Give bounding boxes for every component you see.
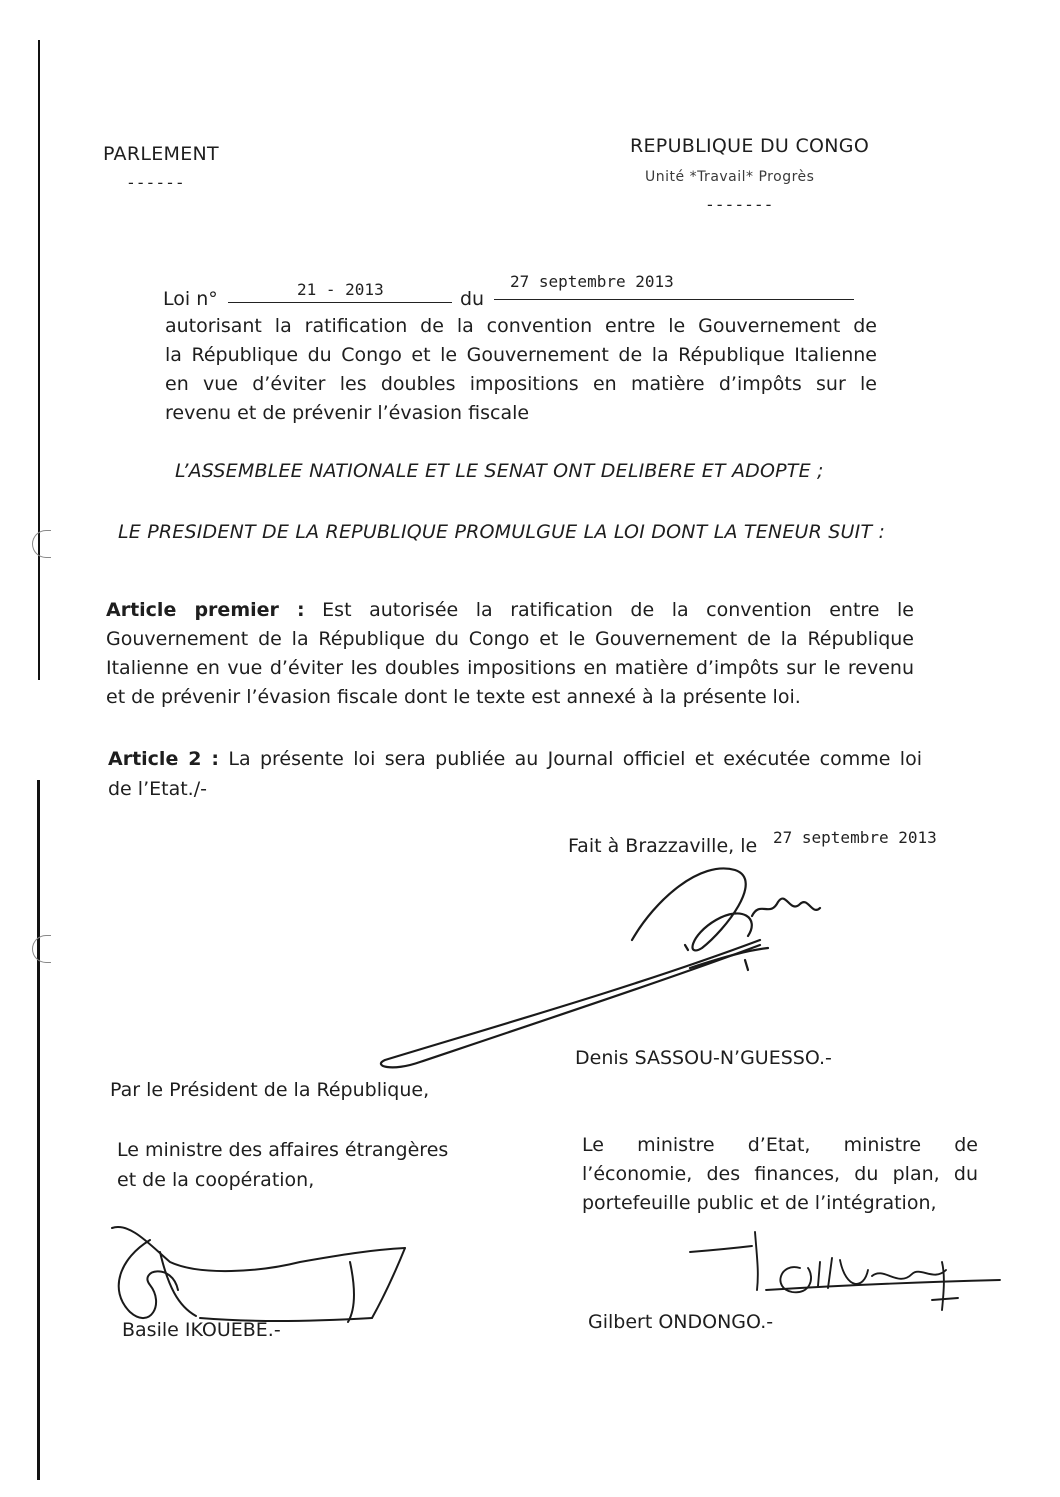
minister-2-title-line: l’économie, des finances, du plan, du xyxy=(582,1163,978,1185)
minister-2-name: Gilbert ONDONGO.- xyxy=(588,1311,774,1333)
article-premier-label: Article premier : xyxy=(106,599,305,621)
law-subject-line: revenu et de prévenir l’évasion fiscale xyxy=(165,402,530,424)
law-subject-line: en vue d’éviter les doubles impositions en matière d’impôts sur le xyxy=(165,373,877,395)
article-premier-text: Est autorisée la ratification de la convention entre le xyxy=(322,599,914,621)
minister-1-title-line: et de la coopération, xyxy=(117,1169,315,1191)
done-at-date: 27 septembre 2013 xyxy=(773,828,937,847)
done-at-place: Fait à Brazzaville, le xyxy=(568,835,758,857)
law-date-value: 27 septembre 2013 xyxy=(510,272,674,291)
minister-2-title-line: portefeuille public et de l’intégration, xyxy=(582,1192,937,1214)
president-name: Denis SASSOU-N’GUESSO.- xyxy=(575,1047,832,1069)
article-2-line: de l’Etat./- xyxy=(108,778,207,800)
law-number-label: Loi n° xyxy=(163,288,218,310)
header-left-dashes: ------ xyxy=(128,173,187,192)
law-subject-line: autorisant la ratification de la convention entre le Gouvernement de xyxy=(165,315,877,337)
article-2-text: La présente loi sera publiée au Journal officiel et exécutée comme loi xyxy=(228,748,922,770)
minister-1-name: Basile IKOUEBE.- xyxy=(122,1319,281,1341)
article-premier-line: Gouvernement de la République du Congo et le Gouvernement de la République xyxy=(106,628,914,650)
law-subject-line: la République du Congo et le Gouvernement de la République Italienne xyxy=(165,344,877,366)
law-date-label: du xyxy=(460,288,485,310)
law-number-value: 21 - 2013 xyxy=(297,280,384,299)
preamble-assembly: L’ASSEMBLEE NATIONALE ET LE SENAT ONT DELIBERE ET ADOPTE ; xyxy=(175,460,824,482)
article-premier-line: et de prévenir l’évasion fiscale dont le texte est annexé à la présente loi. xyxy=(106,686,801,708)
header-right-dashes: ------- xyxy=(707,195,776,214)
minister-1-title-line: Le ministre des affaires étrangères xyxy=(117,1139,449,1161)
header-left-title: PARLEMENT xyxy=(103,143,219,165)
header-right-title: REPUBLIQUE DU CONGO xyxy=(630,135,870,157)
preamble-president: LE PRESIDENT DE LA REPUBLIQUE PROMULGUE LA LOI DONT LA TENEUR SUIT : xyxy=(118,521,886,543)
by-president: Par le Président de la République, xyxy=(110,1079,430,1101)
article-2-label: Article 2 : xyxy=(108,748,220,770)
minister-2-title-line: Le ministre d’Etat, ministre de xyxy=(582,1134,978,1156)
header-motto: Unité *Travail* Progrès xyxy=(645,169,815,185)
article-premier-line: Italienne en vue d’éviter les doubles impositions en matière d’impôts sur le revenu xyxy=(106,657,914,679)
